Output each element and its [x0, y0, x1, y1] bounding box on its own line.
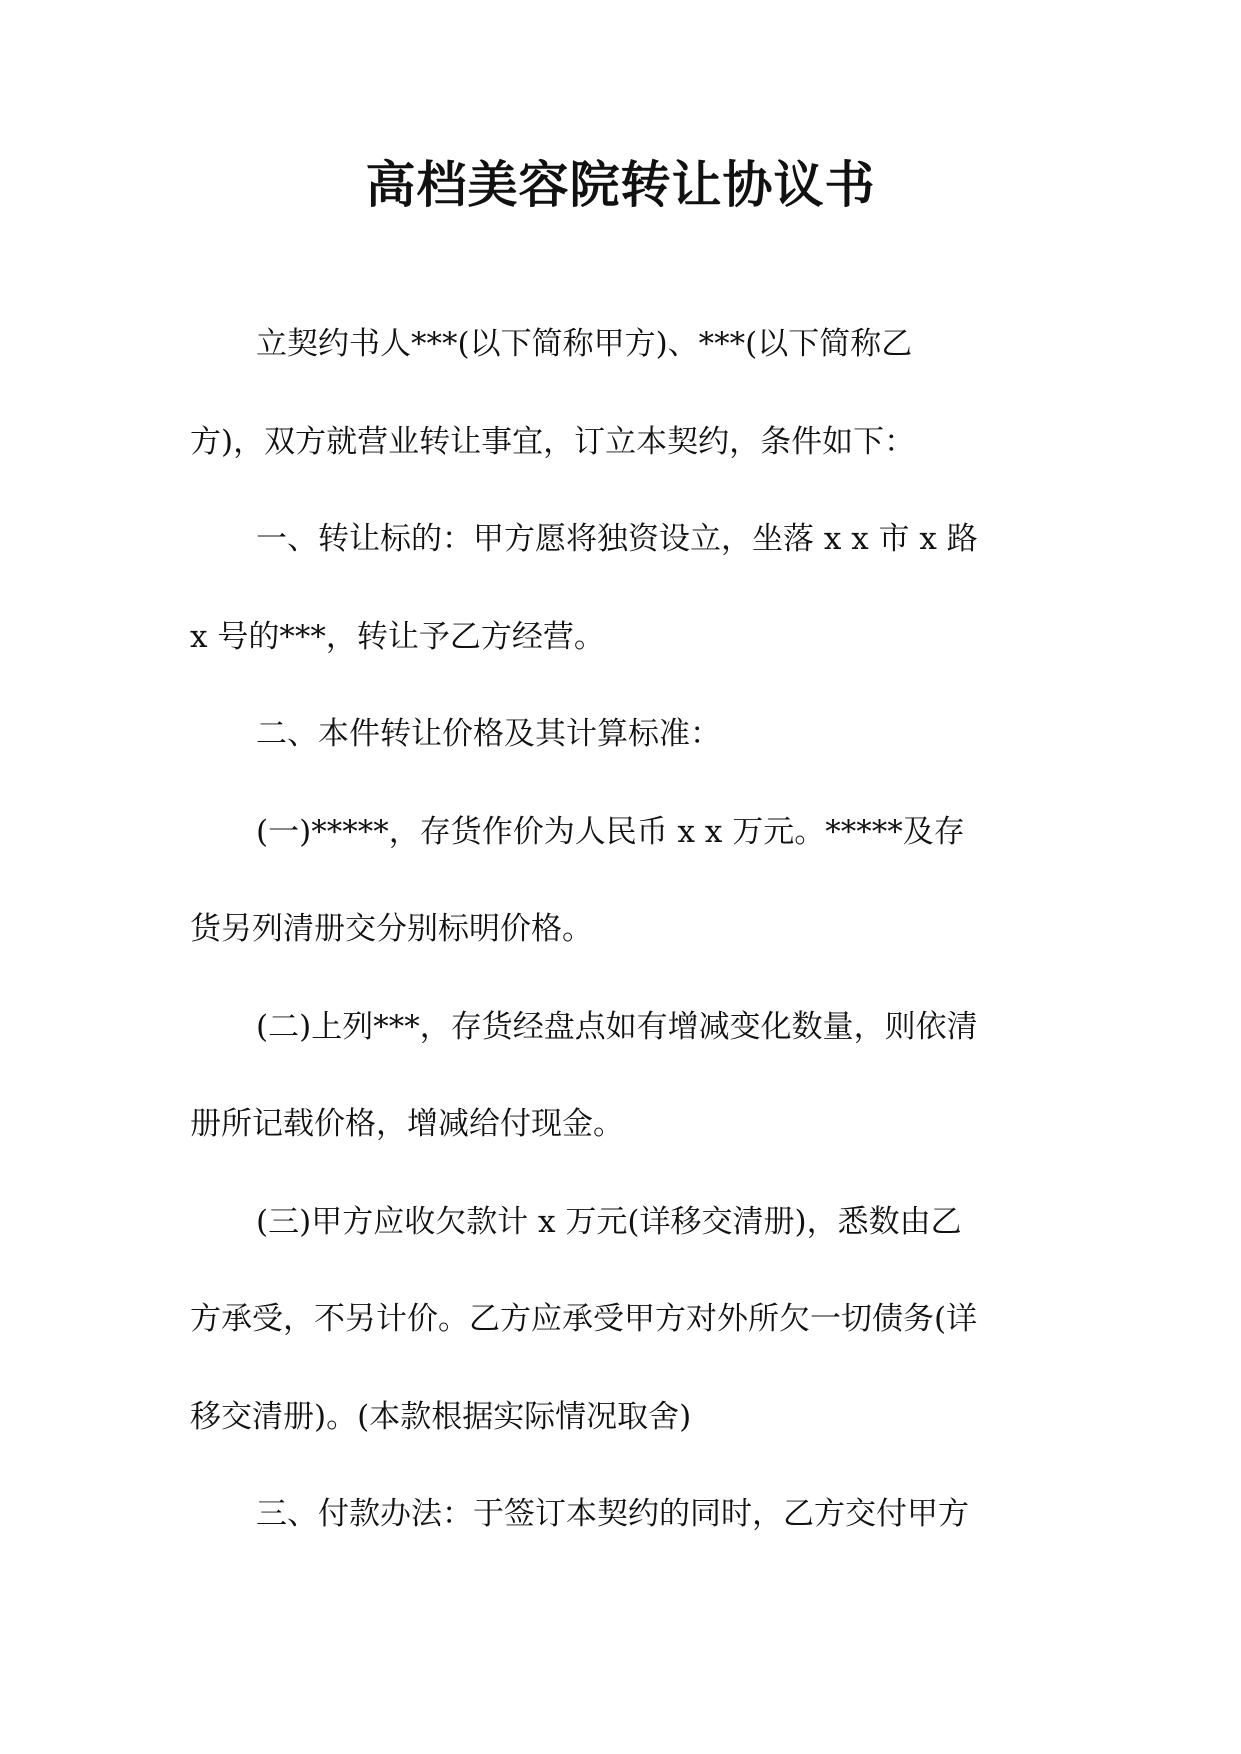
paragraph-clause-1 — [190, 491, 1050, 686]
text-line: (二)上列***，存货经盘点如有增减变化数量，则依清 — [256, 1008, 978, 1045]
text-line: 三、付款办法：于签订本契约的同时，乙方交付甲方 — [256, 1496, 969, 1532]
document-body — [190, 296, 1050, 1564]
text-line: (三)甲方应收欠款计 x 万元(详移交清册)，悉数由乙 — [256, 1203, 962, 1240]
text-line: 货另列清册交分别标明价格。 — [190, 911, 593, 947]
paragraph-parties — [190, 296, 1050, 491]
paragraph-clause-2-2 — [190, 979, 1050, 1174]
text-line: 方)，双方就营业转让事宜，订立本契约，条件如下： — [190, 423, 916, 460]
text-line: 二、本件转让价格及其计算标准： — [256, 716, 721, 752]
paragraph-clause-2 — [190, 686, 1050, 784]
text-line: 方承受，不另计价。乙方应承受甲方对外所欠一切债务(详 — [190, 1301, 978, 1337]
paragraph-clause-2-1 — [190, 784, 1050, 979]
text-line: 一、转让标的：甲方愿将独资设立，坐落 x x 市 x 路 — [256, 521, 978, 557]
text-line: x 号的***，转让予乙方经营。 — [190, 618, 605, 655]
text-line: 册所记载价格，增减给付现金。 — [190, 1106, 624, 1142]
paragraph-clause-2-3 — [190, 1174, 1050, 1467]
text-line: 移交清册)。(本款根据实际情况取舍) — [190, 1398, 692, 1435]
paragraph-clause-3 — [190, 1466, 1050, 1564]
text-line: (一)*****，存货作价为人民币 x x 万元。*****及存 — [256, 813, 965, 850]
document-title: 高档美容院转让协议书 — [365, 156, 876, 214]
text-line: 立契约书人***(以下简称甲方)、***(以下简称乙 — [256, 326, 913, 362]
